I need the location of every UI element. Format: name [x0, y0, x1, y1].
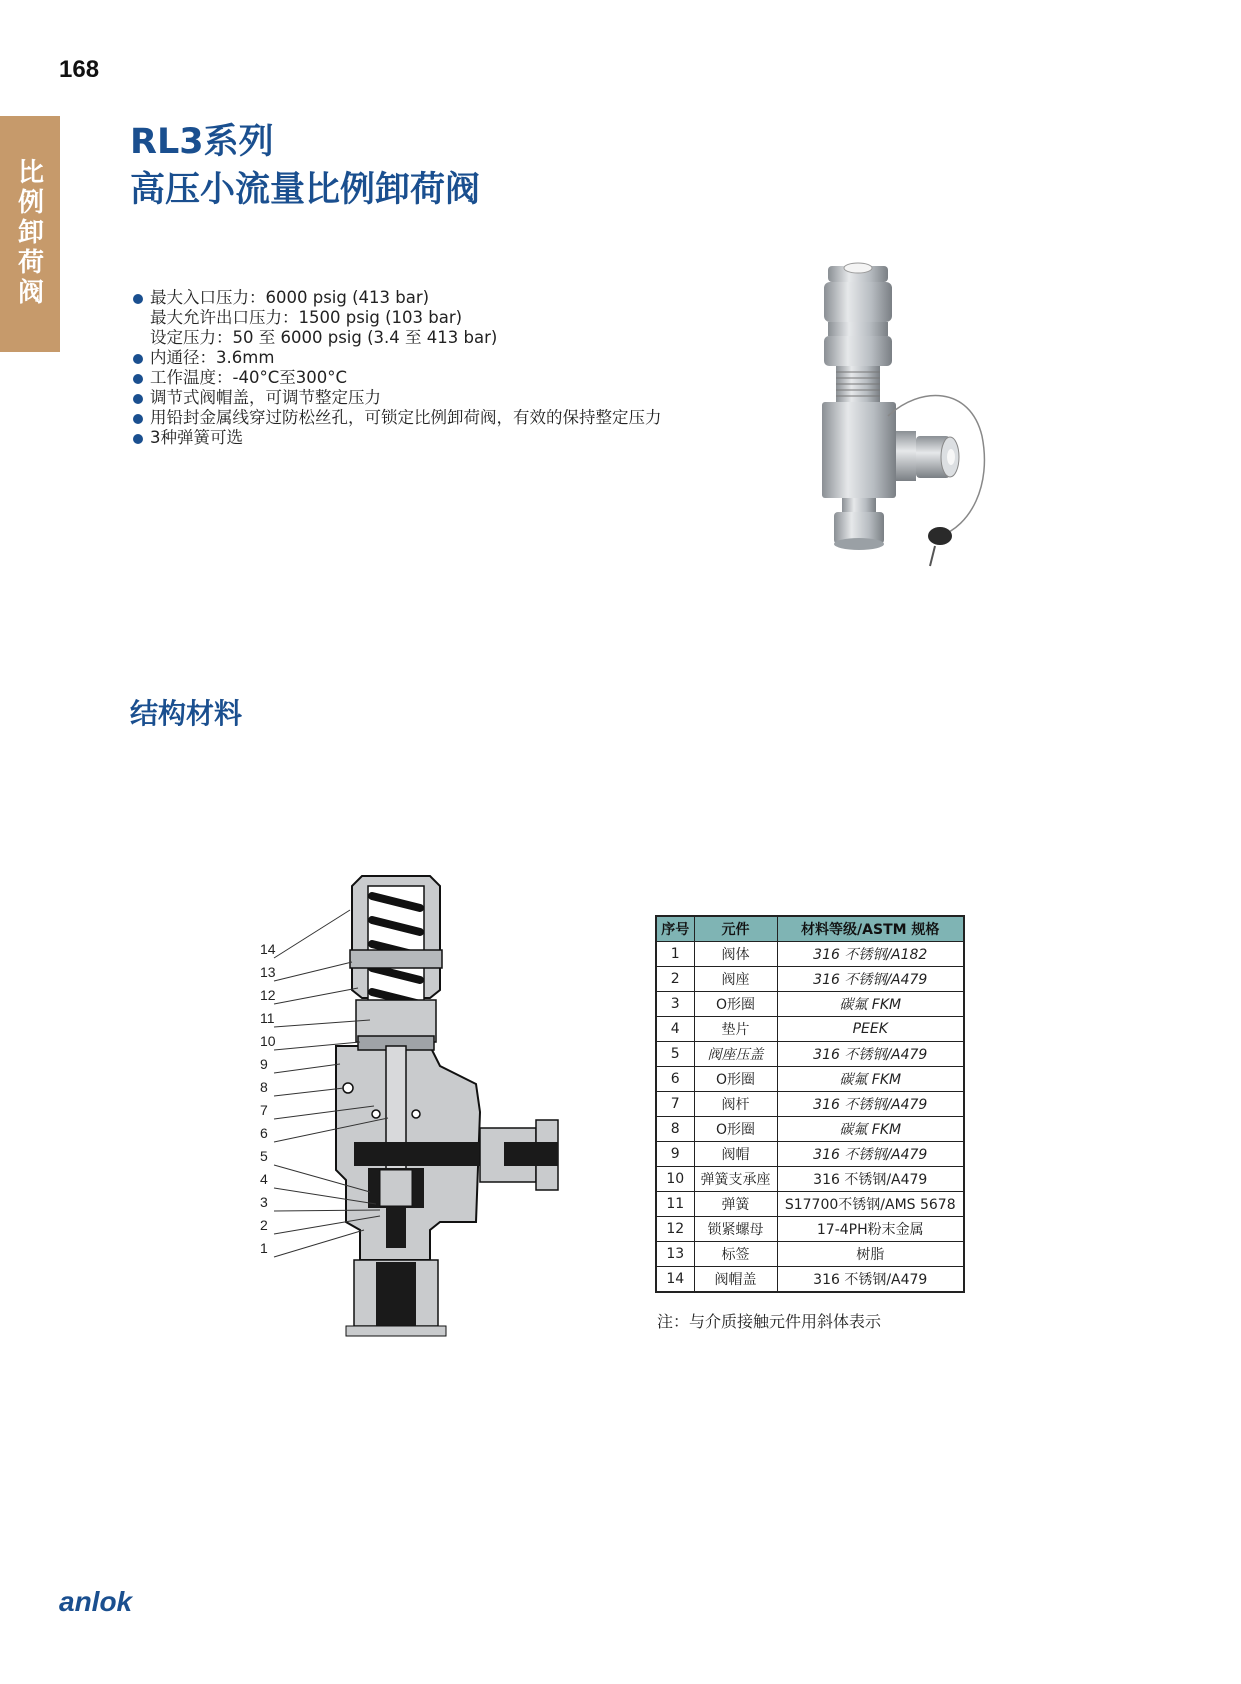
table-row	[656, 1092, 964, 1117]
feature-item: 工作温度：-40°C至300°C	[131, 368, 662, 388]
cell-no: 11	[656, 1192, 694, 1217]
title-series: RL3系列	[130, 122, 274, 162]
cell-material: 316 不锈钢/A479	[777, 967, 964, 992]
cell-material: 316 不锈钢/A479	[777, 1042, 964, 1067]
table-row	[656, 1067, 964, 1092]
callout-number: 10	[260, 1033, 276, 1049]
table-row	[656, 1242, 964, 1267]
callout-number: 14	[260, 941, 276, 957]
title-name: 高压小流量比例卸荷阀	[130, 170, 481, 210]
cell-material: 316 不锈钢/A479	[777, 1092, 964, 1117]
cell-material: PEEK	[777, 1017, 964, 1042]
callout-number: 11	[260, 1010, 275, 1026]
header-part: 元件	[694, 916, 777, 942]
cell-material: 316 不锈钢/A182	[777, 942, 964, 967]
callout-number: 3	[260, 1194, 268, 1210]
callout-number: 1	[260, 1240, 268, 1256]
section-title: 结构材料	[130, 697, 243, 730]
cell-part: 锁紧螺母	[694, 1217, 777, 1242]
cell-part: 阀杆	[694, 1092, 777, 1117]
cell-part: O形圈	[694, 992, 777, 1017]
callout-number: 9	[260, 1056, 268, 1072]
cell-no: 14	[656, 1267, 694, 1293]
cell-no: 12	[656, 1217, 694, 1242]
side-tab-label: 比例卸荷阀	[17, 158, 44, 308]
cell-part: O形圈	[694, 1117, 777, 1142]
cell-no: 10	[656, 1167, 694, 1192]
product-title	[130, 118, 480, 214]
feature-list	[131, 288, 662, 448]
cell-part: 阀帽	[694, 1142, 777, 1167]
table-row	[656, 967, 964, 992]
cell-part: 阀体	[694, 942, 777, 967]
callout-number: 13	[260, 964, 276, 980]
table-header-row	[656, 916, 964, 942]
cell-no: 3	[656, 992, 694, 1017]
feature-item: 设定压力：50 至 6000 psig (3.4 至 413 bar)	[150, 328, 498, 347]
callout-number: 6	[260, 1125, 268, 1141]
cell-no: 7	[656, 1092, 694, 1117]
cell-no: 1	[656, 942, 694, 967]
callout-number: 5	[260, 1148, 268, 1164]
cell-material: S17700不锈钢/AMS 5678	[777, 1192, 964, 1217]
table-row	[656, 1167, 964, 1192]
header-no: 序号	[656, 916, 694, 942]
cell-material: 316 不锈钢/A479	[777, 1167, 964, 1192]
feature-item: 内通径：3.6mm	[131, 348, 662, 368]
table-row	[656, 1192, 964, 1217]
cell-material: 树脂	[777, 1242, 964, 1267]
table-note: 注：与介质接触元件用斜体表示	[657, 1312, 882, 1331]
table-row	[656, 1117, 964, 1142]
table-row	[656, 1042, 964, 1067]
cell-no: 8	[656, 1117, 694, 1142]
callout-number: 8	[260, 1079, 268, 1095]
cell-no: 2	[656, 967, 694, 992]
cell-no: 13	[656, 1242, 694, 1267]
product-photo	[770, 236, 1040, 596]
table-row	[656, 942, 964, 967]
cell-part: 阀座压盖	[694, 1042, 777, 1067]
cell-material: 碳氟 FKM	[777, 1117, 964, 1142]
callout-number: 2	[260, 1217, 268, 1233]
cell-part: 阀座	[694, 967, 777, 992]
cell-part: 阀帽盖	[694, 1267, 777, 1293]
callout-number: 4	[260, 1171, 268, 1187]
feature-item: 调节式阀帽盖，可调节整定压力	[131, 388, 662, 408]
feature-item: 3种弹簧可选	[131, 428, 662, 448]
cell-part: 弹簧支承座	[694, 1167, 777, 1192]
feature-item: 用铅封金属线穿过防松丝孔，可锁定比例卸荷阀，有效的保持整定压力	[131, 408, 662, 428]
section-side-tab	[0, 116, 60, 352]
feature-item: 最大允许出口压力：1500 psig (103 bar)	[150, 308, 463, 327]
cell-no: 6	[656, 1067, 694, 1092]
feature-item: 最大入口压力：6000 psig (413 bar)	[131, 288, 662, 308]
header-material: 材料等级/ASTM 规格	[777, 916, 964, 942]
table-row	[656, 1267, 964, 1293]
callout-number: 7	[260, 1102, 268, 1118]
table-row	[656, 1017, 964, 1042]
cell-part: 弹簧	[694, 1192, 777, 1217]
cell-part: O形圈	[694, 1067, 777, 1092]
cell-no: 4	[656, 1017, 694, 1042]
callout-number: 12	[260, 987, 276, 1003]
cell-part: 垫片	[694, 1017, 777, 1042]
valve-section-diagram	[260, 870, 590, 1340]
cell-material: 316 不锈钢/A479	[777, 1267, 964, 1293]
table-row	[656, 992, 964, 1017]
cell-material: 17-4PH粉末金属	[777, 1217, 964, 1242]
cell-material: 碳氟 FKM	[777, 1067, 964, 1092]
cell-material: 碳氟 FKM	[777, 992, 964, 1017]
page-number: 168	[59, 56, 100, 83]
brand-logo: anlok	[59, 1586, 133, 1617]
table-row	[656, 1142, 964, 1167]
cell-no: 9	[656, 1142, 694, 1167]
materials-table	[655, 915, 965, 1293]
cell-no: 5	[656, 1042, 694, 1067]
table-row	[656, 1217, 964, 1242]
cell-part: 标签	[694, 1242, 777, 1267]
cell-material: 316 不锈钢/A479	[777, 1142, 964, 1167]
